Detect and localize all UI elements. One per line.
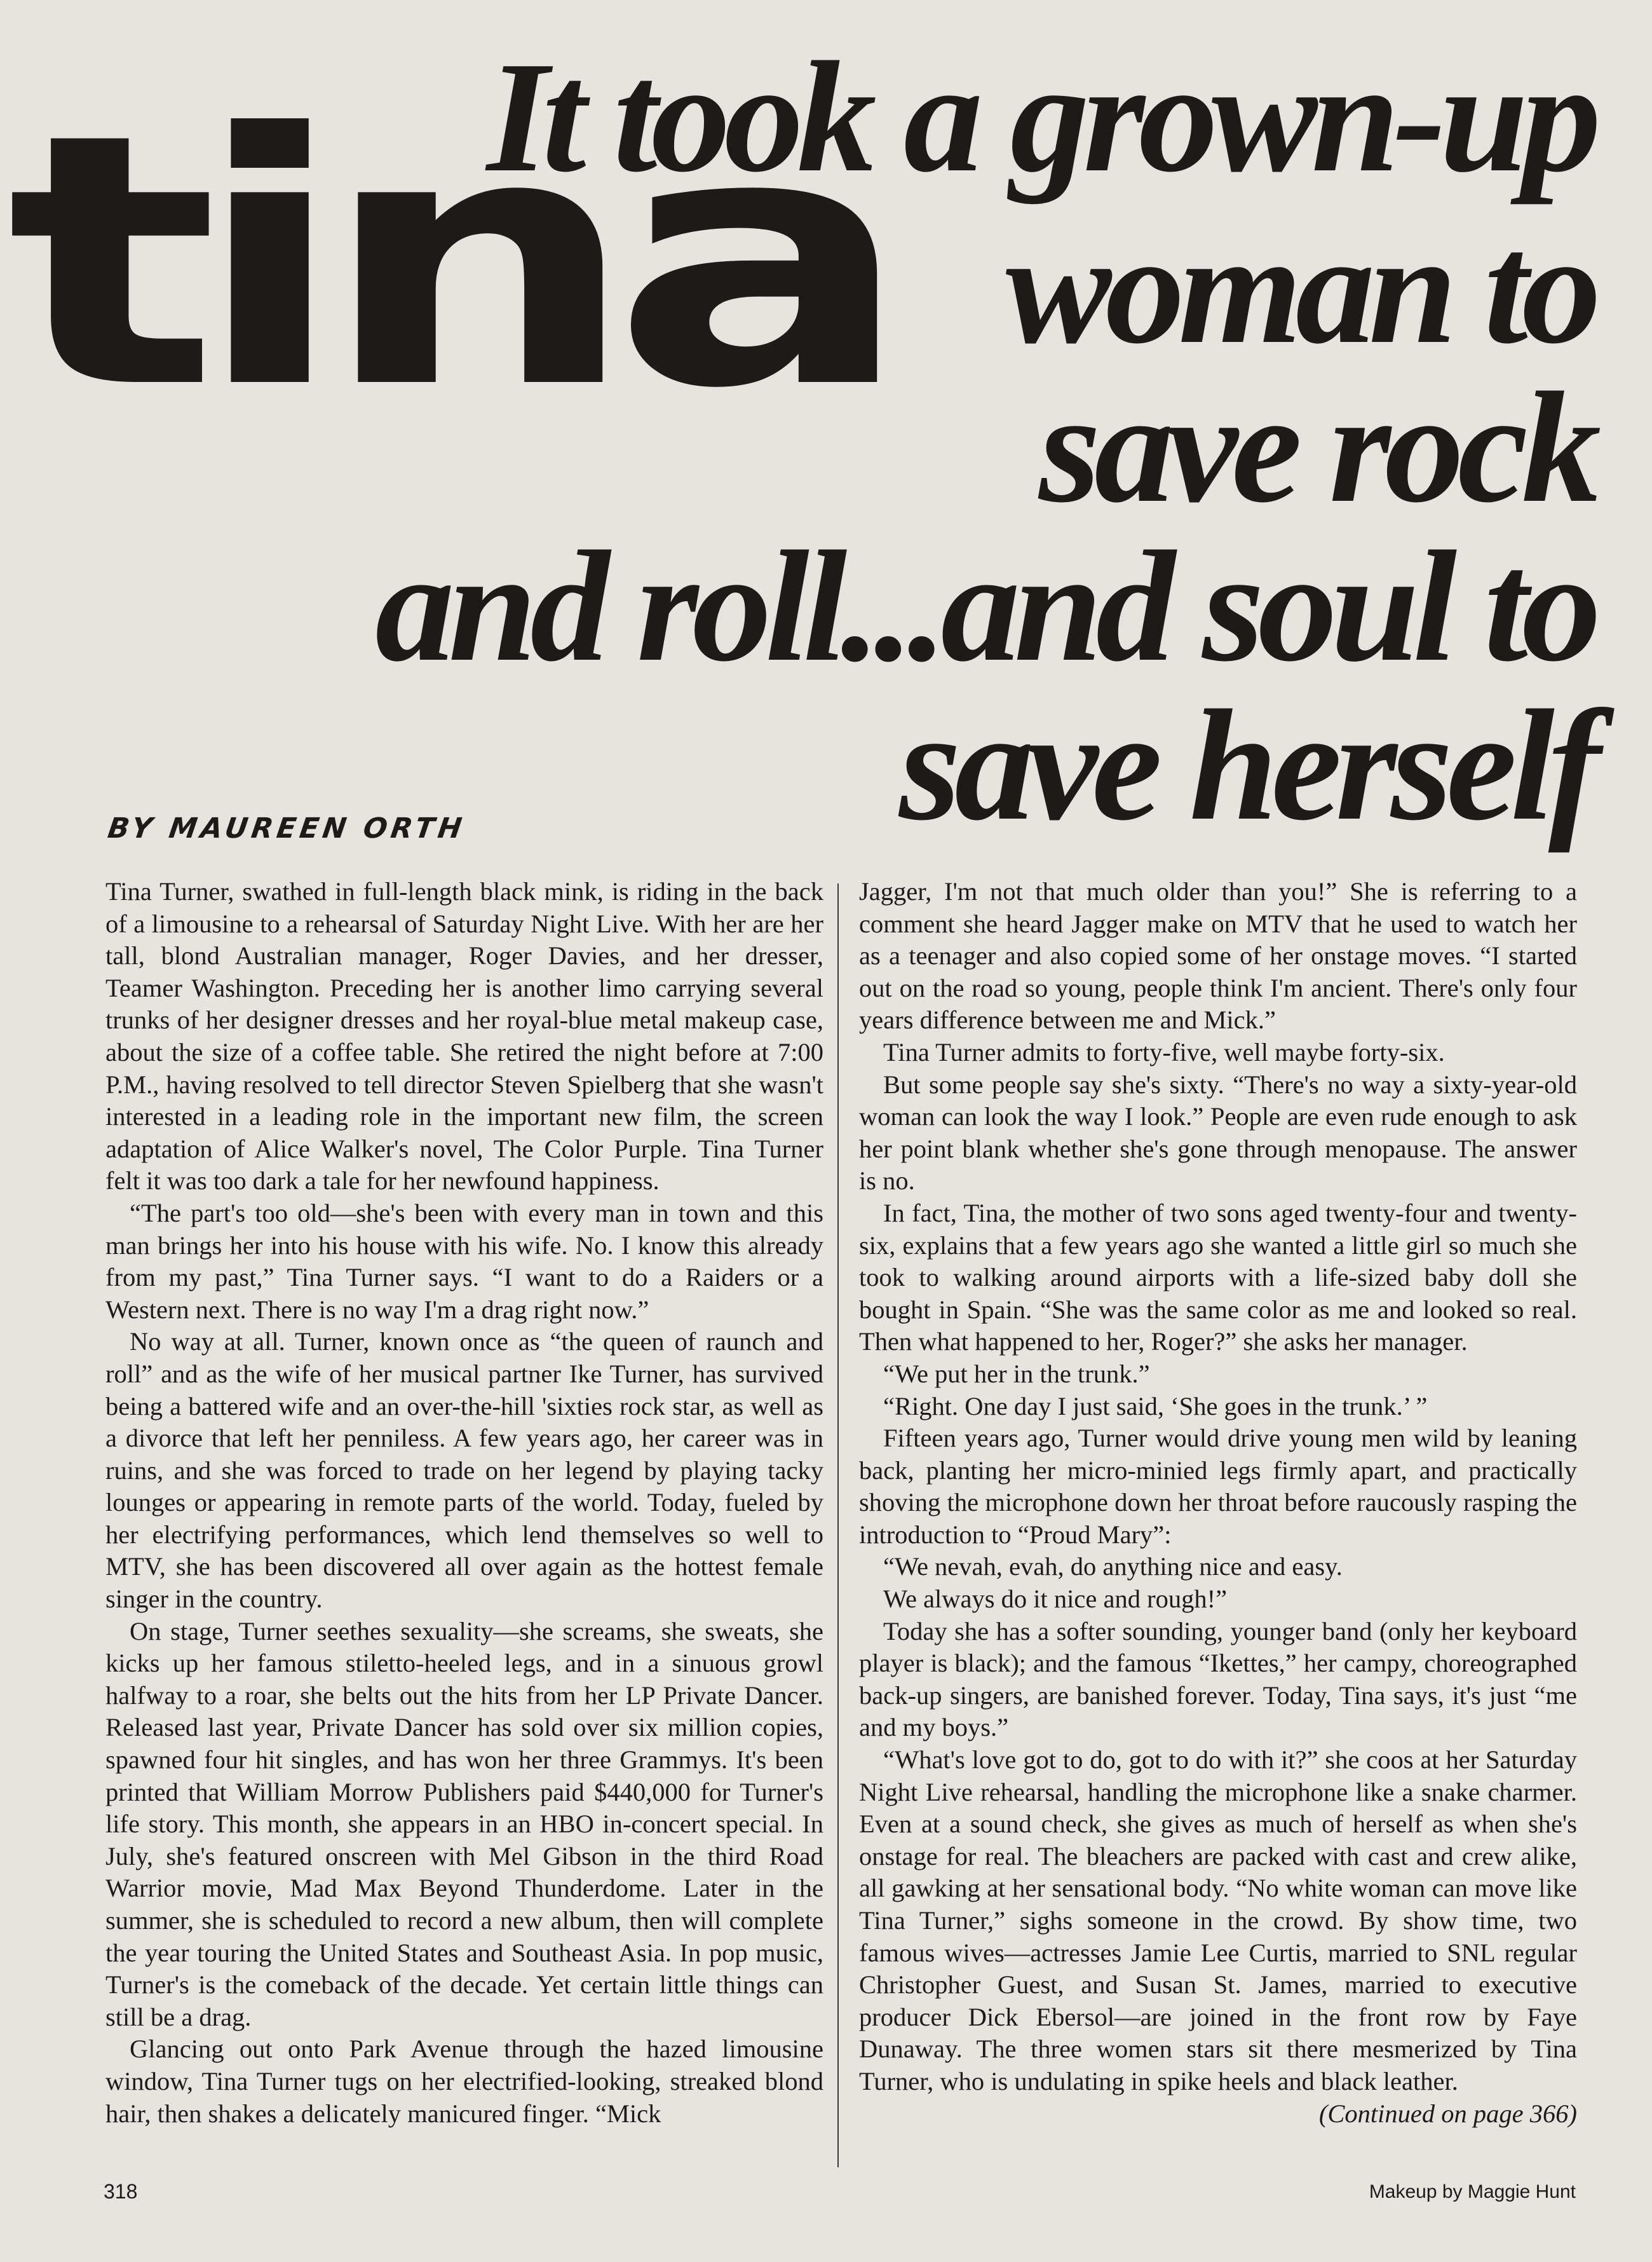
paragraph-last xyxy=(859,1744,1577,2128)
headline-line-5: save herself xyxy=(899,678,1595,854)
paragraph: Tina Turner, swathed in full-length black mink, is riding in the back of a limousine to a rehearsal of Saturday Night Live. With her are her tall, blond Australian manager, Roger Davies, and her dresser, Teamer Washington. Preceding her is another limo carrying several trunks of her designer dresses and her royal-blue metal makeup case, about the size of a coffee table. She retired the night before at 7:00 P.M., having resolved to tell director Steven Spielberg that she wasn't interested in a leading role in the important new film, the screen adaptation of Alice Walker's novel, The Color Purple. Tina Turner felt it was too dark a tale for her newfound happiness. xyxy=(105,877,823,1196)
page-number: 318 xyxy=(104,2180,138,2203)
paragraph: “The part's too old—she's been with every man in town and this man brings her into his house with his wife. No. I know this already from my past,” Tina Turner says. “I want to do a Raiders or a Western next. There is no way I'm a drag right now.” xyxy=(105,1198,823,1324)
makeup-credit: Makeup by Maggie Hunt xyxy=(1369,2181,1576,2202)
paragraph: No way at all. Turner, known once as “the queen of raunch and roll” and as the wife of her musical partner Ike Turner, has survived being a battered wife and an over-the-hill 'sixties rock star, as well as a divorce that left her penniless. A few years ago, her career was in ruins, and she was forced to trade on her legend by playing tacky lounges or appearing in remote parts of the world. Today, fueled by her electrifying performances, which lend themselves so well to MTV, she has been discovered all over again as the hottest female singer in the country. xyxy=(105,1327,823,1614)
right-column xyxy=(859,876,1577,2130)
headline-line-2: woman to xyxy=(1005,201,1595,377)
headline-line-1: It took a grown-up xyxy=(486,29,1595,205)
paragraph: “We nevah, evah, do anything nice and easy. xyxy=(883,1552,1343,1581)
paragraph: “We put her in the trunk.” xyxy=(883,1359,1150,1388)
paragraph-text: “What's love got to do, got to do with it?” she coos at her Saturday Night Live rehearsal, handling the microphone like a snake charmer. Even at a sound check, she gives as much of herself as when she's onstage for real. The bleachers are packed with cast and crew alike, all gawking at her sensational body. “No white woman can move like Tina Turner,” sighs someone in the crowd. By show time, two famous wives—actresses Jamie Lee Curtis, married to SNL regular Christopher Guest, and Susan St. James, married to executive producer Dick Ebersol—are joined in the front row by Faye Dunaway. The three women stars sit there mesmerized by Tina Turner, who is undulating in spike heels and black leather. xyxy=(859,1745,1577,2095)
paragraph: On stage, Turner seethes sexuality—she screams, she sweats, she kicks up her famous stiletto-heeled legs, and in a sinuous growl halfway to a roar, she belts out the hits from her LP Private Dancer. Released last year, Private Dancer has sold over six million copies, spawned four hit singles, and has won her three Grammys. It's been printed that William Morrow Publishers paid $440,000 for Turner's life story. This month, she appears in an HBO in-concert special. In July, she's featured onscreen with Mel Gibson in the third Road Warrior movie, Mad Max Beyond Thunderdome. Later in the summer, she is scheduled to record a new album, then will complete the year touring the United States and Southeast Asia. In pop music, Turner's is the comeback of the decade. Yet certain little things can still be a drag. xyxy=(105,1616,823,2031)
left-column xyxy=(105,876,823,2130)
paragraph: Tina Turner admits to forty-five, well maybe forty-six. xyxy=(883,1037,1445,1066)
tina-title: tina xyxy=(6,60,887,465)
paragraph: Today she has a softer sounding, younger band (only her keyboard player is black); and the famous “Ikettes,” her campy, choreographed back-up singers, are banished forever. Today, Tina says, it's just “me and my boys.” xyxy=(859,1616,1577,1742)
paragraph: Jagger, I'm not that much older than you!” She is referring to a comment she heard Jagger make on MTV that he used to watch her as a teenager and also copied some of her onstage moves. “I started out on the road so young, people think I'm ancient. There's only four years difference between me and Mick.” xyxy=(859,877,1577,1035)
continued-note: (Continued on page 366) xyxy=(1318,2099,1577,2128)
byline: BY MAUREEN ORTH xyxy=(105,812,468,845)
paragraph: We always do it nice and rough!” xyxy=(883,1584,1228,1614)
column-divider xyxy=(837,883,839,2167)
paragraph: In fact, Tina, the mother of two sons aged twenty-four and twenty-six, explains that a few years ago she wanted a little girl so much she took to walking around airports with a life-sized baby doll she bought in Spain. “She was the same color as me and looked so real. Then what happened to her, Roger?” she asks her manager. xyxy=(859,1198,1577,1356)
paragraph: Glancing out onto Park Avenue through the hazed limousine window, Tina Turner tugs on her electrified-looking, streaked blond hair, then shakes a delicately manicured finger. “Mick xyxy=(105,2034,823,2128)
paragraph: But some people say she's sixty. “There's no way a sixty-year-old woman can look the way I look.” People are even rude enough to ask her point blank whether she's gone through menopause. The answer is no. xyxy=(859,1070,1577,1196)
headline-line-3: save rock xyxy=(1039,360,1595,536)
paragraph: Fifteen years ago, Turner would drive young men wild by leaning back, planting her micro-minied legs firmly apart, and practically shoving the microphone down her throat before raucously rasping the introduction to “Proud Mary”: xyxy=(859,1424,1577,1549)
paragraph: “Right. One day I just said, ‘She goes in the trunk.’ ” xyxy=(883,1391,1428,1421)
headline-line-4: and roll...and soul to xyxy=(375,519,1595,695)
